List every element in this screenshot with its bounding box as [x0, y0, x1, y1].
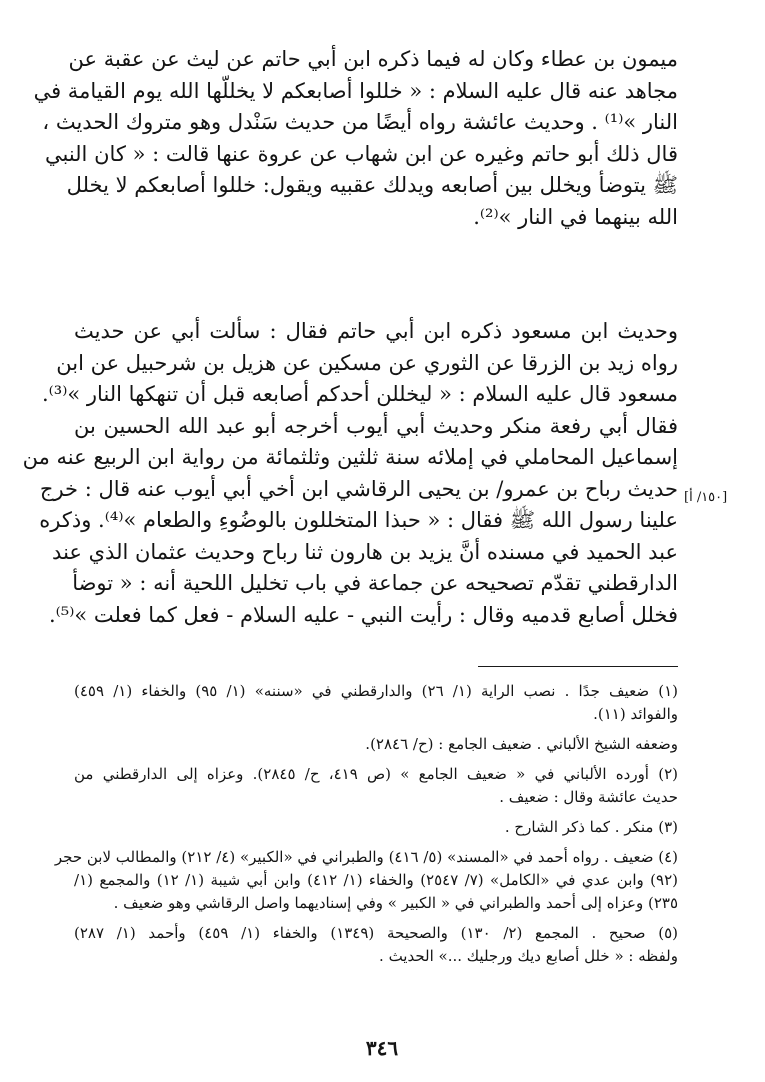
- text-line: علينا رسول الله ﷺ فقال : « حبذا المتخللون بالوضُوءِ والطعام »⁽⁴⁾. وذكره: [39, 508, 678, 532]
- text-line: قال ذلك أبو حاتم وغيره عن ابن شهاب عن عروة عنها قالت : « كان النبي: [44, 141, 678, 166]
- footnote-line: (٤) ضعيف . رواه أحمد في «المسند» (٥/ ٤١٦) والطبراني في «الكبير» (٤/ ٢١٢) والمطالب لابن حجر: [54, 848, 678, 866]
- page-number: ٣٤٦: [365, 1036, 399, 1060]
- footnote-line: والفوائد (١١).: [593, 705, 678, 723]
- footnote-line: (٢) أورده الألباني في « ضعيف الجامع » (ص ٤١٩، ح/ ٢٨٤٥). وعزاه إلى الدارقطني من: [74, 765, 678, 783]
- footnote-2: [74, 763, 678, 809]
- footnote-line: (٩٢) وابن عدي في «الكامل» (٧/ ٢٥٤٧) والخفاء (١/ ٤١٢) وابن أبي شيبة (١/ ١٢) والمجمع (١/: [74, 871, 678, 889]
- text-line: فقال أبي رفعة منكر وحديث أبي أيوب أخرجه أبو عبد الله الحسين بن: [74, 413, 678, 438]
- footnote-1: [74, 680, 678, 726]
- text-line: النار »⁽¹⁾ . وحديث عائشة رواه أيضًا من حديث سَنْدل وهو متروك الحديث ،: [42, 110, 678, 134]
- text-line: عبد الحميد في مسنده أنَّ يزيد بن هارون ثنا رباح وحديث عثمان الذي عند: [52, 539, 678, 564]
- folio-margin-note: [١٥٠/ أ]: [684, 490, 728, 505]
- text-line: فخلل أصابع قدميه وقال : رأيت النبي - عليه السلام - فعل كما فعلت »⁽⁵⁾.: [48, 602, 678, 627]
- text-line: وحديث ابن مسعود ذكره ابن أبي حاتم فقال : سألت أبي عن حديث: [74, 319, 678, 343]
- text-line: الله بينهما في النار »⁽²⁾.: [473, 204, 678, 229]
- footnote-line: (١) ضعيف جدًا . نصب الراية (١/ ٢٦) والدارقطني في «سننه» (١/ ٩٥) والخفاء (١/ ٤٥٩): [74, 682, 678, 700]
- footnote-line: وضعفه الشيخ الألباني . ضعيف الجامع : (ح/ ٢٨٤٦).: [365, 735, 678, 753]
- footnote-line: ولفظه : « خلل أصابع ديك ورجليك ...» الحديث .: [379, 947, 678, 965]
- text-line: مجاهد عنه قال عليه السلام : « خللوا أصابعكم لا يخللّها الله يوم القيامة في: [33, 78, 678, 103]
- text-line: ﷺ يتوضأ ويخلل بين أصابعه ويدلك عقبيه ويقول: خللوا أصابعكم لا يخلل: [66, 173, 678, 197]
- text-line: الدارقطني تقدّم تصحيحه عن جماعة في باب تخليل اللحية أنه : « توضأ: [72, 571, 678, 595]
- footnote-1-addendum: [74, 733, 678, 756]
- footnote-line: ٢٣٥) وعزاه إلى أحمد والطبراني في « الكبير » وفي إسناديهما واصل الرقاشي وهو ضعيف .: [113, 894, 678, 912]
- text-line: رواه زيد بن الزرقا عن الثوري عن مسكين عن هزيل بن شرحبيل عن ابن: [56, 350, 678, 375]
- footnote-line: (٥) صحيح . المجمع (٢/ ١٣٠) والصحيحة (١٣٤٩) والخفاء (١/ ٤٥٩) وأحمد (١/ ٢٨٧): [74, 924, 679, 942]
- footnote-line: حديث عائشة وقال : ضعيف .: [499, 788, 678, 806]
- text-line: ميمون بن عطاء وكان له فيما ذكره ابن أبي حاتم عن ليث عن عقبة عن: [68, 47, 678, 71]
- text-line: إسماعيل المحاملي في إملائه سنة ثلثين وثلثمائة من رواية ابن الربيع عنه من: [22, 445, 678, 469]
- text-line: حديث رباح بن عمرو/ بن يحيى الرقاشي ابن أخي أبي أيوب عنه قال : خرج: [39, 476, 678, 501]
- main-paragraph-2: [22, 316, 678, 631]
- text-line: مسعود قال عليه السلام : « ليخللن أحدكم أصابعه قبل أن تنهكها النار »⁽³⁾.: [41, 382, 678, 406]
- footnote-4: [54, 846, 678, 915]
- footnote-separator: [478, 666, 678, 667]
- footnotes-section: [54, 680, 679, 975]
- footnote-line: (٣) منكر . كما ذكر الشارح .: [504, 818, 678, 836]
- main-paragraph-1: [33, 44, 678, 233]
- footnote-3: [74, 816, 678, 839]
- footnote-5: [74, 922, 678, 968]
